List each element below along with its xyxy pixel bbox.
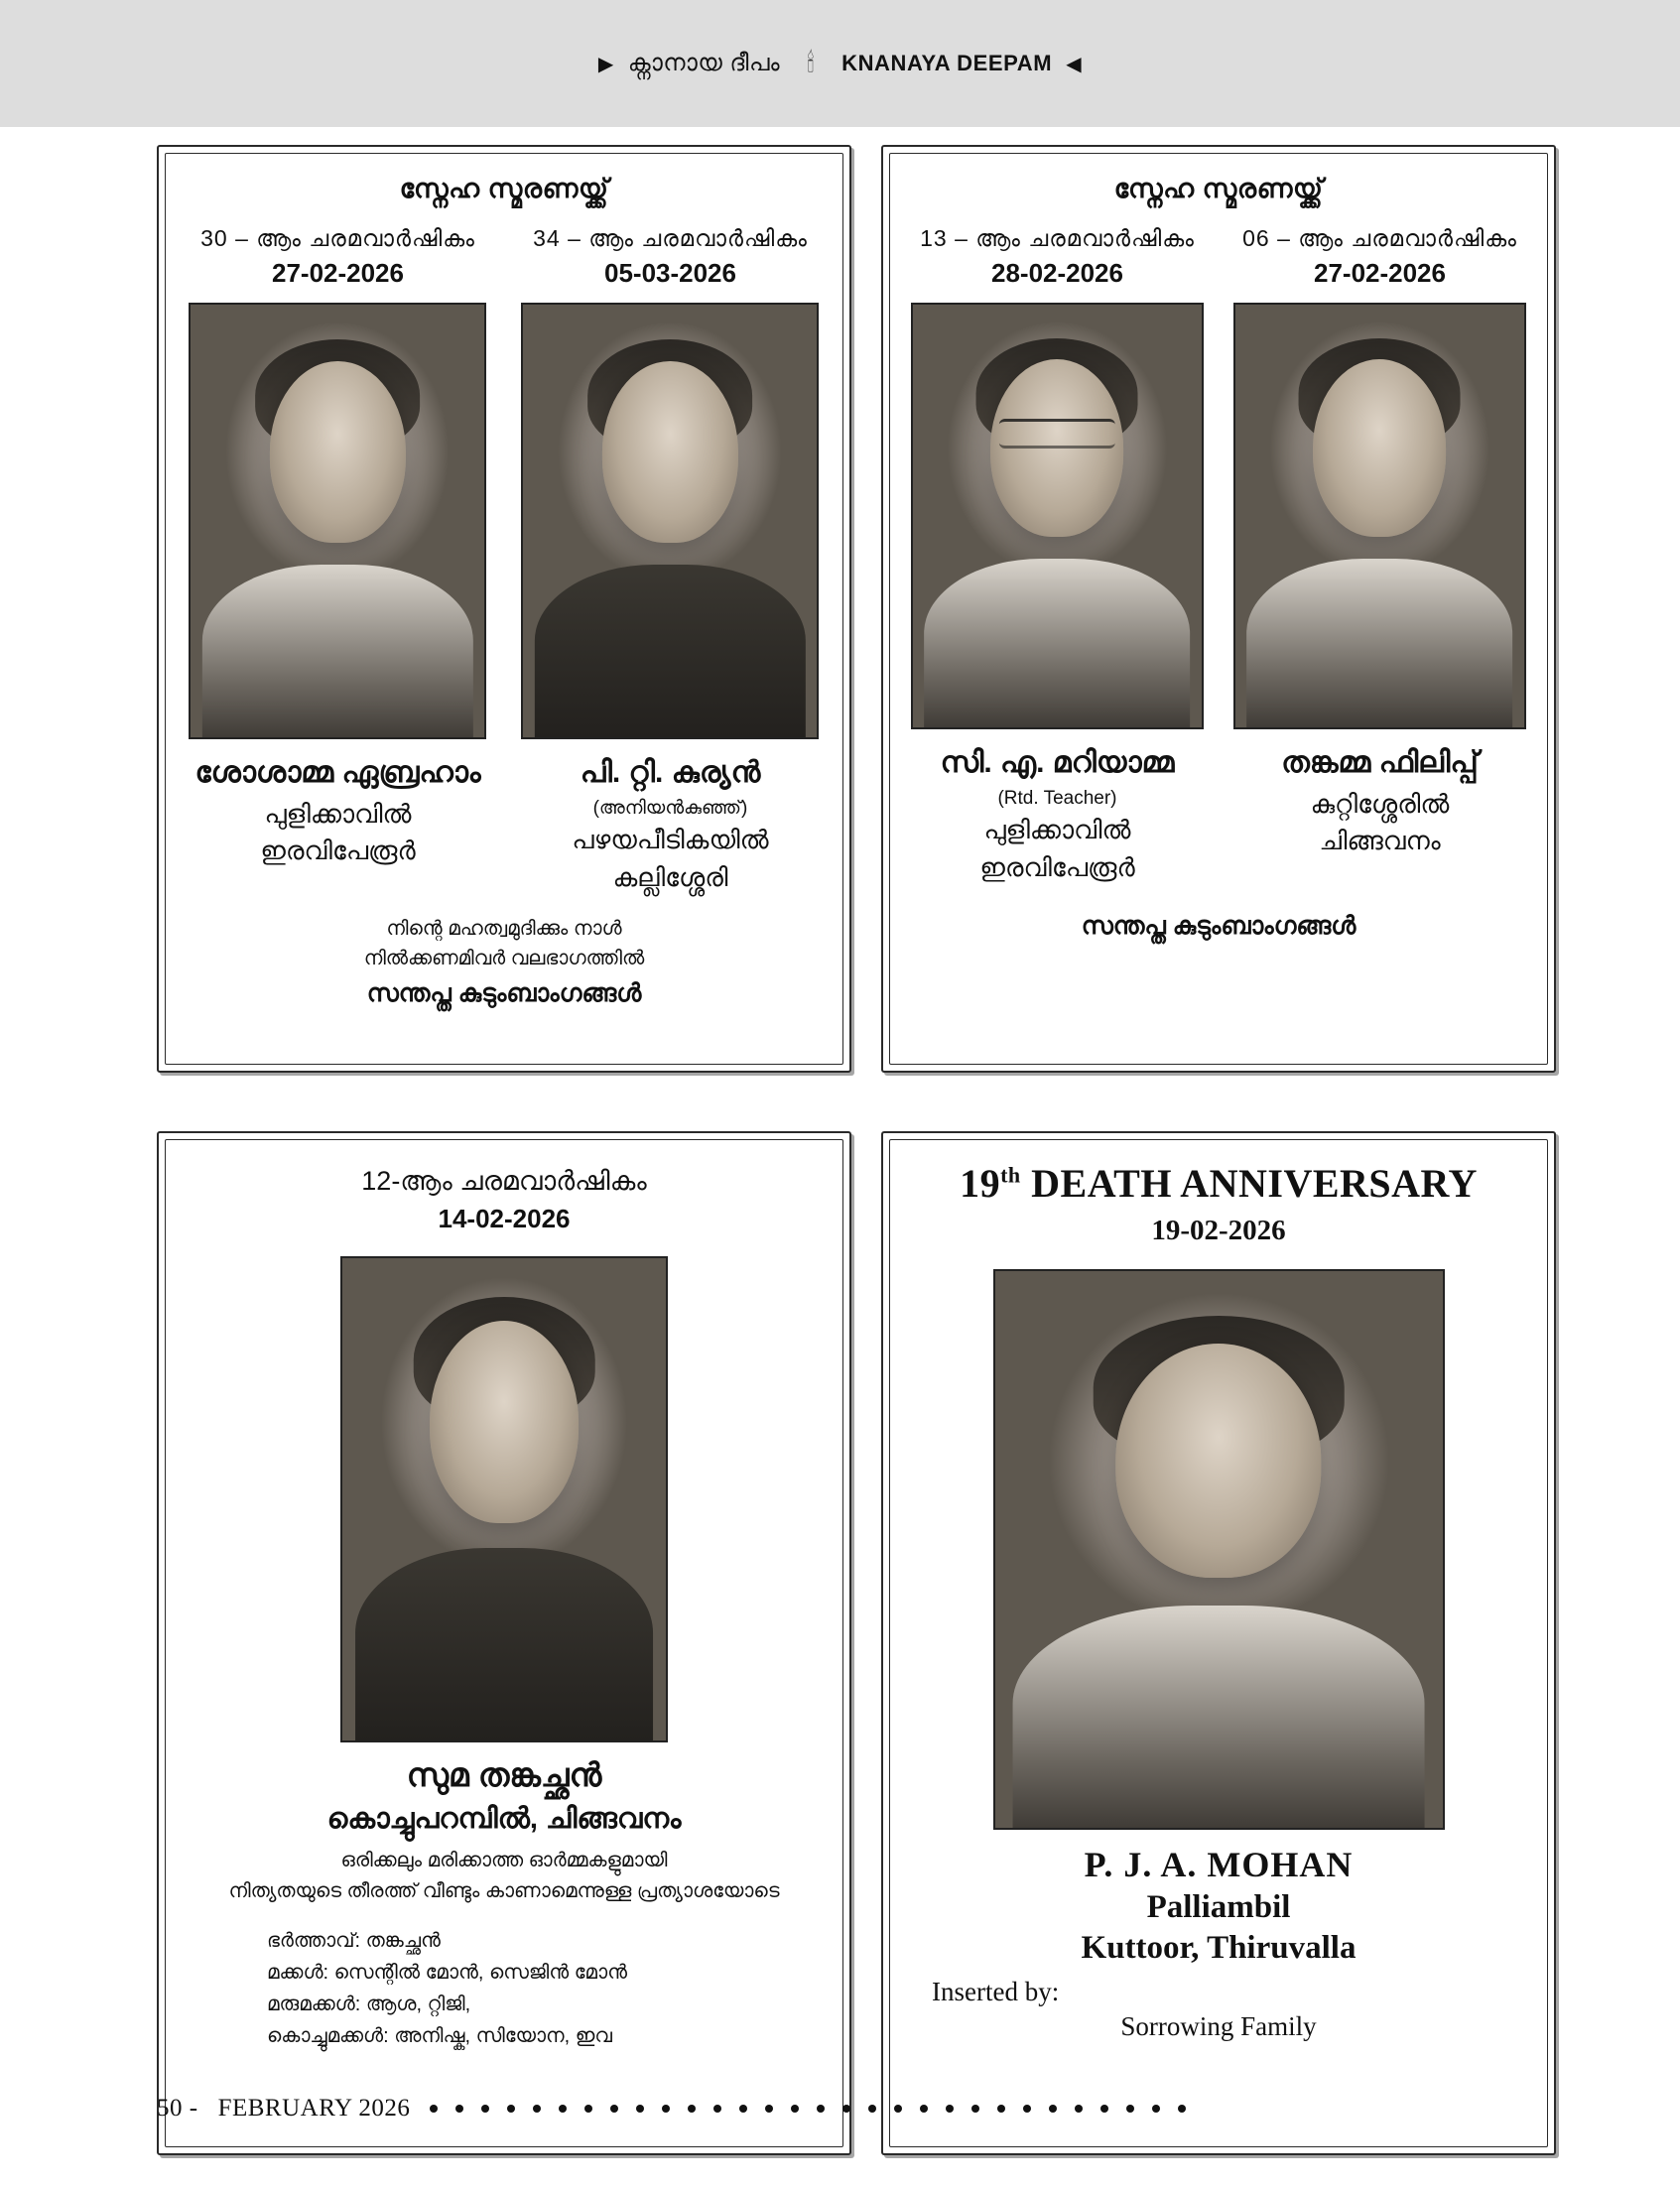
deceased-place: കല്ലിശ്ശേരി (612, 861, 728, 892)
portrait-photo (521, 303, 819, 739)
anniversary-date: 27-02-2026 (271, 258, 404, 288)
anniversary-label: 30 – ആം ചരമവാർഷികം (200, 225, 475, 251)
card-inner (165, 1139, 843, 2147)
footer-dot (868, 2105, 876, 2113)
footer-dot (610, 2105, 618, 2113)
memorial-sheet (0, 127, 1680, 2188)
page-number: 50 - (157, 2095, 198, 2122)
footer-dot (430, 2105, 438, 2113)
card-inner (889, 1139, 1548, 2147)
deceased-place: ഇരവിപേരൂർ (260, 836, 416, 866)
signoff-text: സന്തപ്ത കുടുംബാംഗങ്ങൾ (366, 979, 642, 1008)
anniversary-date: 05-03-2026 (603, 258, 736, 288)
family-list (178, 1925, 831, 2052)
deceased-name: സുമ തങ്കച്ഛൻ (406, 1756, 602, 1793)
header-content (598, 47, 1082, 80)
footer-dot (455, 2105, 463, 2113)
photo-face (1314, 359, 1447, 537)
family-line: കൊച്ചുമക്കൾ: അനിഷ്ക, സിയോന, ഇവ (267, 2025, 612, 2047)
footer-dot (533, 2105, 541, 2113)
deceased-name: പി. റ്റി. കുര്യൻ (580, 756, 761, 789)
memorial-card-top-right (881, 145, 1556, 1073)
verse-line-1: ഒരിക്കലും മരിക്കാത്ത ഓർമ്മകളുമായി (340, 1850, 668, 1871)
family-line: മരുമക്കൾ: ആശ, റ്റിജി, (267, 1994, 471, 2015)
portrait-photo (189, 303, 486, 739)
deceased-title: (Rtd. Teacher) (997, 787, 1117, 809)
card-heading: സ്നേഹ സ്മരണയ്ക്ക് (1113, 174, 1324, 203)
photo-face (1115, 1344, 1321, 1578)
deceased-name: P. J. A. MOHAN (1084, 1845, 1354, 1884)
footer-dot (1023, 2105, 1031, 2113)
footer-dot-rule (430, 2105, 1680, 2113)
footer-dot (1126, 2105, 1134, 2113)
signoff-text: സന്തപ്ത കുടുംബാംഗങ്ങൾ (1081, 912, 1357, 941)
verse-line-2: നിത്യതയുടെ തീരത്ത് വീണ്ടും കാണാമെന്നുള്ള പ്രത്യാശയോടെ (228, 1880, 780, 1902)
portrait-photo (911, 303, 1204, 729)
footer-dot (997, 2105, 1005, 2113)
photo-body (535, 565, 805, 737)
footer-dot (946, 2105, 954, 2113)
anniversary-label: 12-ആം ചരമവാർഷികം (361, 1166, 647, 1196)
inserted-by-value: Sorrowing Family (1120, 2011, 1317, 2041)
footer-dot (894, 2105, 902, 2113)
card-inner (889, 153, 1548, 1065)
page-footer (0, 2089, 1680, 2128)
memorial-card-bottom-left (157, 1131, 851, 2155)
verse-line-2: നിൽക്കണമിവർ വലഭാഗത്തിൽ (363, 948, 645, 970)
memorial-card-top-left (157, 145, 851, 1073)
footer-dot (507, 2105, 515, 2113)
anniversary-ordinal-suffix: th (1000, 1162, 1021, 1188)
memorial-card-bottom-right (881, 1131, 1556, 2155)
footer-dot (559, 2105, 567, 2113)
footer-dot (1178, 2105, 1186, 2113)
deceased-name: സി. എ. മറിയാമ്മ (940, 746, 1175, 779)
anniversary-label: 06 – ആം ചരമവാർഷികം (1242, 225, 1517, 251)
issue-label: FEBRUARY 2026 (217, 2095, 411, 2122)
deceased-name: ശോശാമ്മ ഏബ്രഹാം (194, 756, 481, 789)
photo-face (602, 361, 737, 543)
photo-body (925, 559, 1191, 727)
deceased-town: Kuttoor, Thiruvalla (1081, 1930, 1357, 1966)
footer-dot (481, 2105, 489, 2113)
anniversary-label: 34 – ആം ചരമവാർഷികം (533, 225, 808, 251)
deceased-house: പഴയപീടികയിൽ (572, 825, 769, 855)
photo-glasses (999, 419, 1114, 449)
photo-body (355, 1548, 653, 1740)
footer-dot (765, 2105, 773, 2113)
anniversary-label: 13 – ആം ചരമവാർഷികം (920, 225, 1195, 251)
portrait-photo (1233, 303, 1526, 729)
left-triangle-icon: ▶ (597, 53, 614, 75)
footer-dot (971, 2105, 979, 2113)
footer-dot (1075, 2105, 1083, 2113)
anniversary-date: 27-02-2026 (1313, 258, 1446, 288)
deceased-place: ചിങ്ങവനം (1319, 826, 1441, 856)
deceased-place: കൊച്ചുപറമ്പിൽ, ചിങ്ങവനം (326, 1803, 682, 1835)
memorial-verse (178, 914, 831, 973)
memorial-entry (182, 225, 495, 870)
footer-dot (713, 2105, 721, 2113)
photo-face (991, 359, 1124, 537)
card-heading: സ്നേഹ സ്മരണയ്ക്ക് (399, 174, 609, 203)
photo-body (202, 565, 472, 737)
portrait-photo (993, 1269, 1445, 1830)
footer-dot (1100, 2105, 1108, 2113)
verse-line-1: നിന്റെ മഹത്വമുദിക്കും നാൾ (386, 918, 622, 941)
memorial-entry (1228, 225, 1531, 860)
family-line: മക്കൾ: സെന്റിൽ മോൻ, സെജിൻ മോൻ (267, 1962, 627, 1984)
photo-face (430, 1321, 579, 1523)
photo-face (270, 361, 405, 543)
inserted-by-label: Inserted by: (932, 1977, 1060, 2006)
footer-dot (1049, 2105, 1057, 2113)
entry-columns (902, 225, 1535, 886)
lamp-icon: 🕯 (807, 48, 816, 77)
family-line: ഭർത്താവ്: തങ്കച്ഛൻ (267, 1930, 441, 1952)
right-triangle-icon: ◀ (1066, 53, 1083, 75)
page-header (0, 0, 1680, 127)
photo-body (1247, 559, 1513, 727)
portrait-photo (340, 1256, 668, 1742)
deceased-house: പുളിക്കാവിൽ (264, 798, 412, 829)
entry-columns (178, 225, 831, 896)
footer-dot (739, 2105, 747, 2113)
anniversary-number: 19 (960, 1161, 1001, 1206)
memorial-verse (178, 1846, 831, 1907)
footer-dot (1152, 2105, 1160, 2113)
death-anniversary-title (902, 1160, 1535, 1207)
footer-dot (920, 2105, 928, 2113)
deceased-place: ഇരവിപേരൂർ (979, 851, 1135, 882)
anniversary-date: 28-02-2026 (990, 258, 1123, 288)
anniversary-title-text: DEATH ANNIVERSARY (1031, 1161, 1478, 1206)
footer-dot (817, 2105, 825, 2113)
footer-dot (584, 2105, 592, 2113)
anniversary-date: 14-02-2026 (438, 1204, 571, 1233)
deceased-house: Palliambil (1146, 1889, 1291, 1925)
footer-dot (791, 2105, 799, 2113)
anniversary-date: 19-02-2026 (1151, 1215, 1286, 1246)
footer-dot (662, 2105, 670, 2113)
photo-body (1013, 1606, 1425, 1828)
footer-dot (636, 2105, 644, 2113)
card-header (178, 1166, 831, 1742)
footer-dot (688, 2105, 696, 2113)
header-malayalam-title: ക്നാനായ ദീപം (627, 50, 781, 76)
deceased-house: കുറ്റിശ്ശേരിൽ (1310, 788, 1450, 819)
deceased-house: പുളിക്കാവിൽ (983, 815, 1131, 845)
memorial-entry (905, 225, 1209, 886)
deceased-name: തങ്കമ്മ ഫിലിപ്പ് (1281, 746, 1479, 779)
memorial-entry (514, 225, 828, 896)
header-english-title: KNANAYA DEEPAM (841, 51, 1053, 75)
footer-dot (842, 2105, 850, 2113)
deceased-nickname: (അനിയൻകുഞ്ഞ്) (592, 797, 748, 819)
card-inner (165, 153, 843, 1065)
